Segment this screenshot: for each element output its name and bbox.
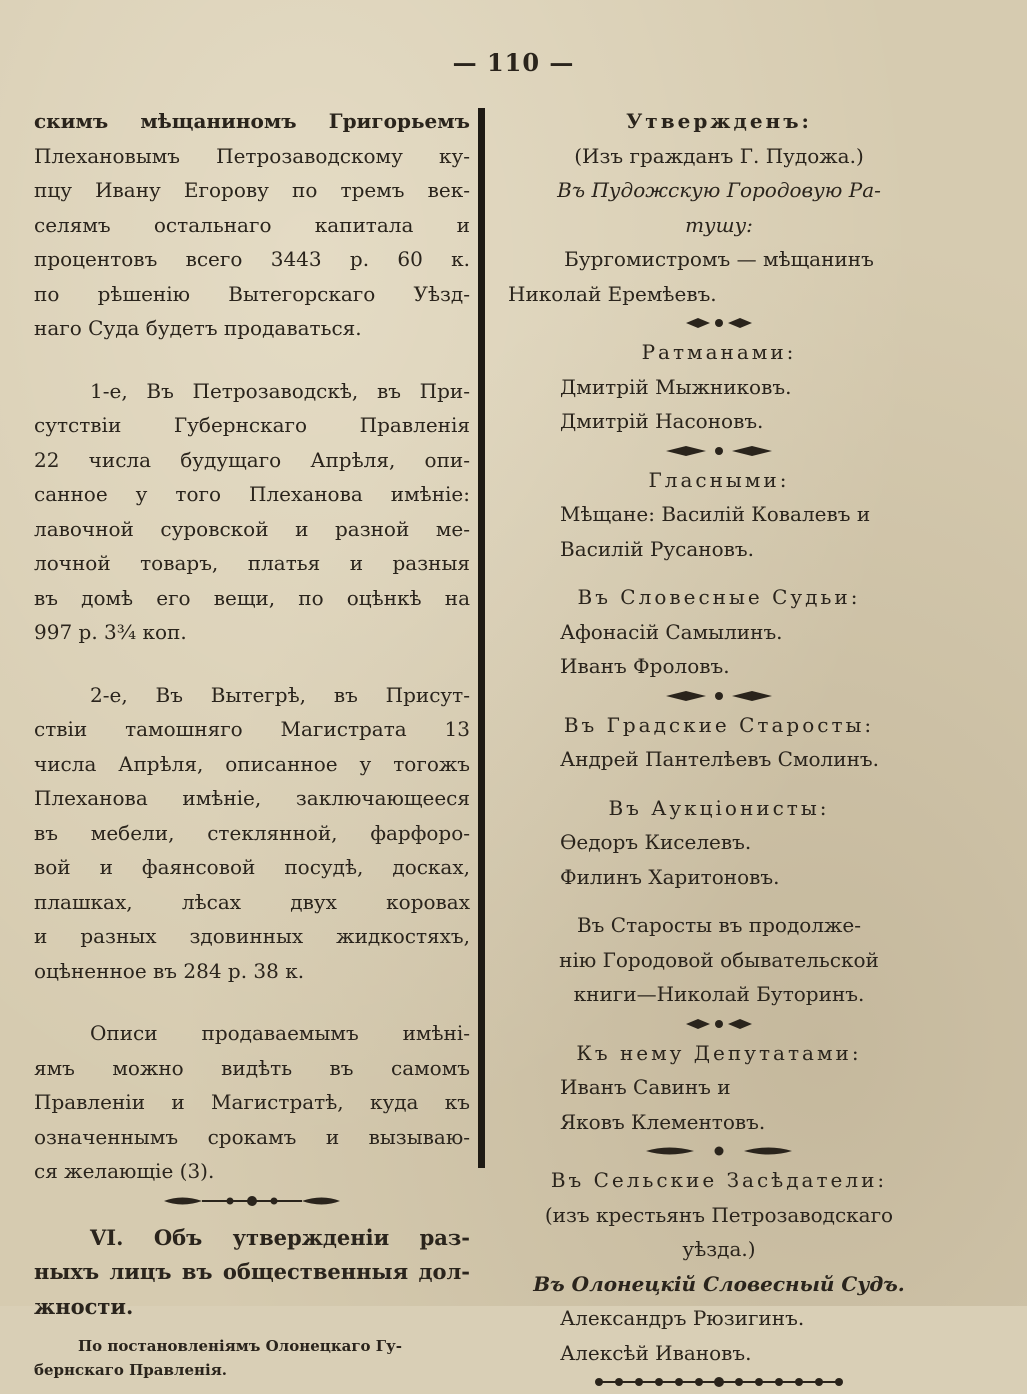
text-line: означеннымъ срокамъ и вызываю-: [34, 1124, 470, 1149]
text-line: 997 р. 3¾ коп.: [34, 620, 187, 644]
text-line: 2-е, Въ Вытегрѣ, въ Присут-: [90, 682, 470, 707]
text-line: 1-е, Въ Петрозаводскѣ, въ При-: [90, 378, 470, 403]
text-line: Описи продаваемымъ имѣні-: [90, 1021, 470, 1045]
text-line: Плеханова имѣніе, заключающееся: [34, 786, 470, 810]
text-line: (изъ крестьянъ Петрозаводскаго: [544, 1202, 894, 1227]
text-line: Правленіи и Магистратѣ, куда къ: [34, 1090, 470, 1114]
section-heading: [34, 1221, 470, 1325]
paragraph-vytegra: [34, 678, 470, 989]
text-line: Въ Пудожскую Городовую Ра-: [557, 178, 881, 202]
text-line: Өедоръ Киселевъ.: [560, 830, 752, 854]
text-line: Иванъ Фроловъ.: [560, 654, 730, 678]
text-line: бернскаго Правленія.: [34, 1361, 228, 1379]
text-line: нію Городовой обывательской: [559, 947, 879, 972]
left-column: [34, 104, 470, 1382]
text-line: VI. Объ утвержденіи раз-: [90, 1224, 470, 1250]
text-line: Дмитрій Мыжниковъ.: [560, 374, 792, 399]
text-line: Афонасій Самылинъ.: [560, 619, 783, 644]
section-label: Ратманами:: [641, 340, 797, 364]
paragraph-inventory: [34, 1016, 470, 1189]
text-line: Алексѣй Ивановъ.: [560, 1340, 752, 1365]
ornament-small: [500, 1141, 938, 1161]
text-line: въ домѣ его вещи, по оцѣнкѣ на: [34, 585, 470, 610]
text-line: пцу Ивану Егорову по тремъ век-: [34, 178, 470, 202]
ornament-small: [500, 1014, 938, 1034]
text-line: санное у того Плеханова имѣніе:: [34, 482, 470, 506]
section-label: Къ нему Депутатами:: [576, 1040, 862, 1065]
section-label: Въ Аукціонисты:: [608, 795, 830, 820]
text-line: въ мебели, стеклянной, фарфоро-: [34, 820, 470, 845]
text-line: Иванъ Савинъ и: [560, 1075, 731, 1099]
text-line: 22 числа будущаго Апрѣля, опи-: [34, 447, 470, 472]
text-line: сутствіи Губернскаго Правленія: [34, 413, 470, 437]
section-label: Въ Сельские Засѣдатели:: [550, 1168, 888, 1192]
text-line: Бургомистромъ — мѣщанинъ: [564, 247, 874, 271]
text-line: числа Апрѣля, описанное у тогожъ: [34, 751, 470, 776]
resolution-note: [34, 1334, 470, 1382]
ornament-small: [500, 441, 938, 461]
text-line: Александръ Рюзигинъ.: [560, 1306, 805, 1330]
text-line: уѣзда.): [682, 1237, 756, 1261]
text-line: Мѣщане: Василій Ковалевъ и: [560, 502, 871, 526]
text-line: Плехановымъ Петрозаводскому ку-: [34, 143, 470, 168]
section-label: Въ Словесные Судьи:: [577, 585, 861, 609]
text-line: ныхъ лицъ въ общественныя дол-: [34, 1259, 470, 1284]
text-line: лавочной суровской и разной ме-: [34, 516, 470, 541]
text-line: наго Суда будетъ продаваться.: [34, 316, 362, 340]
text-line: ствіи тамошняго Магистрата 13: [34, 717, 470, 741]
page-number: — 110 —: [452, 48, 575, 77]
text-line: оцѣненное въ 284 р. 38 к.: [34, 958, 305, 983]
text-line: Николай Еремѣевъ.: [508, 281, 717, 306]
text-line: Филинъ Харитоновъ.: [560, 864, 780, 889]
text-line: процентовъ всего 3443 р. 60 к.: [34, 247, 470, 271]
text-line: скимъ мѣщаниномъ Григорьемъ: [34, 109, 470, 133]
ornament-divider: [34, 1191, 470, 1211]
text-line: вой и фаянсовой посудѣ, досках,: [34, 855, 470, 879]
column-divider: [478, 108, 485, 1168]
section-label: Гласными:: [648, 467, 790, 492]
text-line: книги—Николай Буторинъ.: [573, 982, 865, 1006]
ornament-footer: [500, 1372, 938, 1392]
text-line: по рѣшенію Вытегорскаго Уѣзд-: [34, 281, 470, 306]
approved-subtitle: (Изъ гражданъ Г. Пудожа.): [574, 143, 864, 168]
ornament-small: [500, 686, 938, 706]
text-line: лочной товаръ, платья и разныя: [34, 551, 470, 575]
text-line: Въ Старосты въ продолже-: [576, 913, 862, 937]
paragraph-petrozavodsk: [34, 374, 470, 650]
text-line: селямъ остальнаго капитала и: [34, 212, 470, 237]
paragraph-sale-notice: [34, 104, 470, 346]
right-column: [500, 104, 938, 1394]
text-line: Яковъ Клементовъ.: [560, 1109, 766, 1134]
text-line: ся желающіе (3).: [34, 1159, 215, 1183]
text-line: тушу:: [685, 212, 753, 237]
text-line: Василій Русановъ.: [560, 536, 755, 561]
text-line: ямъ можно видѣть въ самомъ: [34, 1055, 470, 1080]
ornament-small: [500, 313, 938, 333]
approved-heading: Утвержденъ:: [626, 109, 812, 133]
text-line: Дмитрій Насоновъ.: [560, 409, 764, 433]
text-line: Андрей Пантелѣевъ Смолинъ.: [560, 747, 880, 771]
text-line: По постановленіямъ Олонецкаго Гу-: [78, 1337, 402, 1355]
text-line: и разных здовинных жидкостяхъ,: [34, 924, 470, 948]
section-label: Въ Градские Старосты:: [563, 712, 875, 737]
text-line: плашках, лѣсах двух коровах: [34, 889, 470, 914]
section-label: Въ Олонецкій Словесный Судъ.: [533, 1271, 905, 1296]
text-line: жности.: [34, 1293, 134, 1319]
